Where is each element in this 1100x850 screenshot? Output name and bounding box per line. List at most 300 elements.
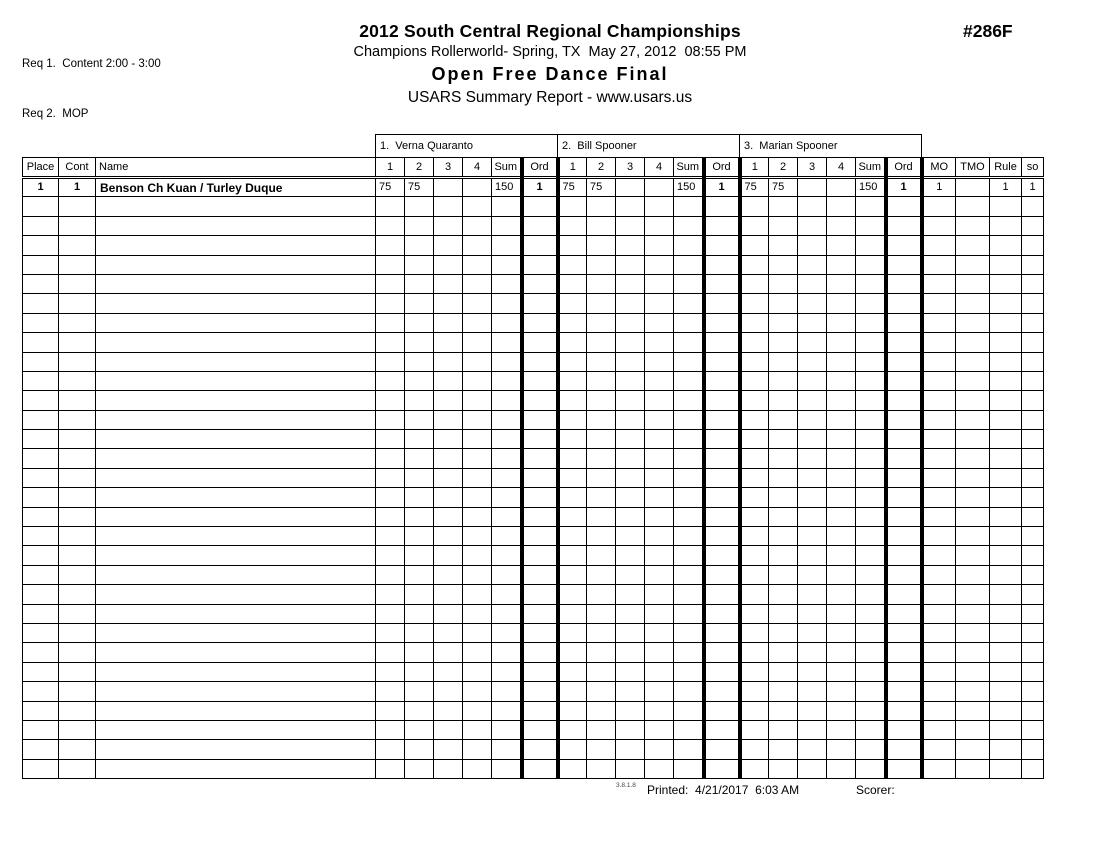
cell-empty	[1022, 720, 1044, 739]
cell-empty	[434, 759, 463, 778]
cell-empty	[376, 546, 405, 565]
cell-empty	[96, 410, 376, 429]
cell-empty	[704, 565, 740, 584]
cell-empty	[59, 371, 96, 390]
cell-empty	[463, 449, 492, 468]
cell-empty	[434, 527, 463, 546]
cell-empty	[492, 740, 522, 759]
cell-empty	[405, 604, 434, 623]
cell-empty	[740, 643, 769, 662]
cell-empty	[956, 294, 990, 313]
cell-empty	[827, 313, 856, 332]
cell-empty	[798, 449, 827, 468]
cell-empty	[740, 410, 769, 429]
cell-rule: 1	[990, 178, 1022, 197]
cell-empty	[769, 759, 798, 778]
cell-empty	[674, 585, 704, 604]
cell-empty	[434, 430, 463, 449]
cell-empty	[23, 546, 59, 565]
cell-empty	[59, 391, 96, 410]
cell-empty	[463, 197, 492, 216]
cell-empty	[522, 701, 558, 720]
cell-empty	[376, 410, 405, 429]
cell-empty	[405, 740, 434, 759]
cell-empty	[922, 740, 956, 759]
cell-name: Benson Ch Kuan / Turley Duque	[96, 178, 376, 197]
cell-empty	[856, 759, 886, 778]
cell-empty	[376, 197, 405, 216]
cell-empty	[674, 333, 704, 352]
cell-empty	[990, 352, 1022, 371]
cell-empty	[492, 507, 522, 526]
cell-empty	[740, 468, 769, 487]
cell-empty	[740, 430, 769, 449]
cell-empty	[463, 371, 492, 390]
cell-empty	[96, 507, 376, 526]
cell-empty	[59, 585, 96, 604]
cell-empty	[23, 565, 59, 584]
cell-empty	[405, 216, 434, 235]
cell-empty	[96, 236, 376, 255]
cell-empty	[922, 623, 956, 642]
cell-empty	[616, 565, 645, 584]
cell-empty	[434, 449, 463, 468]
cell-empty	[674, 527, 704, 546]
cell-empty	[587, 449, 616, 468]
cell-empty	[798, 682, 827, 701]
cell-empty	[463, 740, 492, 759]
cell-judge2-score1: 75	[558, 178, 587, 197]
cell-empty	[798, 255, 827, 274]
cell-empty	[23, 333, 59, 352]
cell-empty	[704, 682, 740, 701]
cell-empty	[1022, 352, 1044, 371]
cell-empty	[956, 488, 990, 507]
cell-empty	[886, 720, 922, 739]
cell-empty	[434, 643, 463, 662]
cell-empty	[827, 391, 856, 410]
cell-empty	[798, 274, 827, 293]
cell-empty	[886, 391, 922, 410]
cell-empty	[856, 410, 886, 429]
cell-empty	[96, 294, 376, 313]
venue-date-line: Champions Rollerworld- Spring, TX May 27, 2012 08:55 PM	[353, 44, 747, 60]
cell-empty	[922, 352, 956, 371]
cell-empty	[587, 488, 616, 507]
cell-empty	[798, 352, 827, 371]
cell-empty	[492, 623, 522, 642]
cell-empty	[922, 488, 956, 507]
cell-empty	[587, 371, 616, 390]
cell-judge2-score2: 75	[587, 178, 616, 197]
cell-empty	[827, 759, 856, 778]
cell-empty	[827, 546, 856, 565]
cell-empty	[587, 740, 616, 759]
cell-empty	[798, 236, 827, 255]
cell-empty	[463, 643, 492, 662]
cell-empty	[522, 236, 558, 255]
cell-empty	[522, 216, 558, 235]
cell-empty	[856, 333, 886, 352]
cell-empty	[856, 391, 886, 410]
cell-empty	[492, 682, 522, 701]
cell-empty	[886, 313, 922, 332]
cell-empty	[522, 740, 558, 759]
cell-empty	[740, 391, 769, 410]
cell-empty	[587, 255, 616, 274]
cell-empty	[522, 410, 558, 429]
cell-empty	[376, 740, 405, 759]
cell-judge2-score3	[616, 178, 645, 197]
cell-empty	[23, 255, 59, 274]
cell-empty	[59, 333, 96, 352]
cell-empty	[463, 216, 492, 235]
cell-empty	[1022, 274, 1044, 293]
cell-empty	[558, 468, 587, 487]
cell-empty	[376, 333, 405, 352]
cell-empty	[522, 565, 558, 584]
cell-empty	[827, 333, 856, 352]
cell-empty	[1022, 468, 1044, 487]
cell-empty	[886, 255, 922, 274]
cell-empty	[96, 333, 376, 352]
cell-empty	[798, 604, 827, 623]
cell-empty	[674, 565, 704, 584]
cell-empty	[798, 720, 827, 739]
cell-empty	[59, 468, 96, 487]
cell-empty	[704, 720, 740, 739]
cell-empty	[956, 565, 990, 584]
cell-empty	[956, 740, 990, 759]
col-header-judge1-sum: Sum	[492, 158, 522, 178]
cell-judge3-score2: 75	[769, 178, 798, 197]
cell-empty	[886, 197, 922, 216]
cell-empty	[587, 313, 616, 332]
cell-empty	[558, 352, 587, 371]
cell-empty	[376, 371, 405, 390]
cell-empty	[522, 352, 558, 371]
cell-empty	[704, 430, 740, 449]
cell-empty	[704, 333, 740, 352]
cell-empty	[405, 255, 434, 274]
cell-empty	[798, 662, 827, 681]
col-header-place: Place	[23, 158, 59, 178]
cell-empty	[558, 274, 587, 293]
cell-empty	[558, 759, 587, 778]
cell-empty	[827, 623, 856, 642]
cell-empty	[405, 701, 434, 720]
cell-empty	[956, 546, 990, 565]
cell-empty	[827, 430, 856, 449]
cell-empty	[769, 391, 798, 410]
cell-empty	[674, 371, 704, 390]
cell-empty	[59, 410, 96, 429]
cell-empty	[492, 294, 522, 313]
cell-empty	[886, 371, 922, 390]
cell-empty	[376, 507, 405, 526]
cell-empty	[769, 488, 798, 507]
summary-table	[22, 134, 1044, 779]
cell-empty	[23, 274, 59, 293]
cell-empty	[23, 294, 59, 313]
cell-empty	[405, 682, 434, 701]
cell-empty	[1022, 488, 1044, 507]
cell-empty	[463, 333, 492, 352]
cell-judge3-score4	[827, 178, 856, 197]
cell-empty	[990, 546, 1022, 565]
cell-empty	[856, 623, 886, 642]
cell-empty	[23, 197, 59, 216]
cell-empty	[990, 701, 1022, 720]
cell-empty	[434, 410, 463, 429]
cell-empty	[1022, 546, 1044, 565]
cell-empty	[645, 527, 674, 546]
cell-empty	[587, 662, 616, 681]
cell-empty	[522, 507, 558, 526]
cell-empty	[558, 410, 587, 429]
cell-empty	[59, 701, 96, 720]
cell-empty	[1022, 294, 1044, 313]
cell-empty	[674, 449, 704, 468]
col-header-tmo: TMO	[956, 158, 990, 178]
cell-empty	[1022, 313, 1044, 332]
cell-empty	[59, 623, 96, 642]
cell-empty	[558, 720, 587, 739]
col-header-mo: MO	[922, 158, 956, 178]
cell-empty	[827, 236, 856, 255]
cell-empty	[856, 682, 886, 701]
cell-empty	[492, 236, 522, 255]
judge-name-2: 2. Bill Spooner	[558, 135, 740, 158]
col-header-judge3-3: 3	[798, 158, 827, 178]
cell-empty	[587, 294, 616, 313]
cell-empty	[704, 527, 740, 546]
cell-empty	[674, 197, 704, 216]
cell-empty	[769, 430, 798, 449]
cell-empty	[798, 623, 827, 642]
cell-empty	[956, 197, 990, 216]
cell-empty	[645, 682, 674, 701]
cell-empty	[616, 430, 645, 449]
cell-empty	[990, 197, 1022, 216]
cell-empty	[492, 391, 522, 410]
cell-empty	[23, 468, 59, 487]
col-header-judge1-ord: Ord	[522, 158, 558, 178]
cell-empty	[405, 643, 434, 662]
cell-empty	[522, 449, 558, 468]
cell-empty	[59, 740, 96, 759]
cell-empty	[740, 313, 769, 332]
cell-empty	[405, 313, 434, 332]
cell-judge1-score2: 75	[405, 178, 434, 197]
cell-empty	[956, 274, 990, 293]
cell-empty	[434, 274, 463, 293]
cell-empty	[856, 352, 886, 371]
cell-empty	[405, 236, 434, 255]
judge-row-spacer-right	[922, 135, 1044, 158]
cell-empty	[405, 546, 434, 565]
cell-empty	[922, 468, 956, 487]
cell-empty	[434, 216, 463, 235]
cell-empty	[616, 313, 645, 332]
cell-empty	[798, 643, 827, 662]
cell-empty	[886, 236, 922, 255]
col-header-judge1-2: 2	[405, 158, 434, 178]
cell-empty	[886, 740, 922, 759]
cell-empty	[674, 682, 704, 701]
cell-empty	[376, 255, 405, 274]
cell-empty	[59, 643, 96, 662]
cell-empty	[886, 449, 922, 468]
cell-empty	[434, 585, 463, 604]
cell-empty	[956, 216, 990, 235]
cell-empty	[96, 430, 376, 449]
cell-empty	[59, 546, 96, 565]
cell-empty	[1022, 623, 1044, 642]
col-header-judge3-1: 1	[740, 158, 769, 178]
cell-empty	[23, 488, 59, 507]
cell-empty	[558, 294, 587, 313]
cell-empty	[856, 468, 886, 487]
cell-empty	[59, 313, 96, 332]
software-version: 3.8.1.8	[616, 782, 636, 789]
cell-empty	[827, 352, 856, 371]
cell-empty	[463, 720, 492, 739]
cell-empty	[616, 546, 645, 565]
cell-empty	[674, 216, 704, 235]
cell-empty	[769, 546, 798, 565]
cell-empty	[616, 623, 645, 642]
cell-empty	[922, 759, 956, 778]
cell-mo: 1	[922, 178, 956, 197]
col-header-judge3-4: 4	[827, 158, 856, 178]
cell-empty	[704, 701, 740, 720]
cell-empty	[434, 682, 463, 701]
cell-empty	[96, 274, 376, 293]
cell-empty	[616, 236, 645, 255]
cell-empty	[558, 546, 587, 565]
cell-empty	[23, 216, 59, 235]
cell-empty	[616, 274, 645, 293]
cell-empty	[798, 740, 827, 759]
cell-judge3-sum: 150	[856, 178, 886, 197]
cell-empty	[23, 449, 59, 468]
cell-empty	[558, 488, 587, 507]
cell-empty	[645, 255, 674, 274]
cell-judge3-ord: 1	[886, 178, 922, 197]
cell-empty	[674, 507, 704, 526]
cell-cont: 1	[59, 178, 96, 197]
cell-empty	[956, 759, 990, 778]
cell-empty	[558, 255, 587, 274]
cell-empty	[922, 255, 956, 274]
cell-empty	[827, 197, 856, 216]
cell-empty	[990, 313, 1022, 332]
cell-empty	[558, 623, 587, 642]
cell-empty	[990, 488, 1022, 507]
cell-empty	[740, 274, 769, 293]
cell-empty	[922, 449, 956, 468]
cell-empty	[96, 255, 376, 274]
cell-empty	[376, 720, 405, 739]
cell-empty	[827, 604, 856, 623]
cell-empty	[1022, 410, 1044, 429]
event-name: Open Free Dance Final	[431, 64, 669, 84]
cell-empty	[587, 527, 616, 546]
cell-empty	[990, 294, 1022, 313]
cell-empty	[1022, 430, 1044, 449]
cell-empty	[616, 255, 645, 274]
cell-empty	[522, 643, 558, 662]
col-header-cont: Cont	[59, 158, 96, 178]
cell-empty	[704, 274, 740, 293]
cell-empty	[376, 585, 405, 604]
cell-empty	[886, 565, 922, 584]
col-header-judge1-3: 3	[434, 158, 463, 178]
cell-empty	[856, 216, 886, 235]
cell-empty	[956, 623, 990, 642]
cell-empty	[704, 391, 740, 410]
cell-empty	[558, 604, 587, 623]
cell-empty	[956, 430, 990, 449]
cell-empty	[405, 488, 434, 507]
cell-empty	[59, 682, 96, 701]
cell-empty	[704, 449, 740, 468]
cell-empty	[704, 662, 740, 681]
cell-empty	[740, 371, 769, 390]
cell-empty	[922, 294, 956, 313]
cell-empty	[587, 352, 616, 371]
cell-empty	[376, 313, 405, 332]
cell-empty	[587, 391, 616, 410]
cell-empty	[827, 294, 856, 313]
cell-empty	[376, 527, 405, 546]
cell-empty	[856, 449, 886, 468]
report-footer	[0, 781, 1100, 801]
cell-empty	[1022, 216, 1044, 235]
cell-judge1-score3	[434, 178, 463, 197]
judge-name-3: 3. Marian Spooner	[740, 135, 922, 158]
cell-empty	[956, 352, 990, 371]
cell-empty	[616, 391, 645, 410]
judge-name-1: 1. Verna Quaranto	[376, 135, 558, 158]
cell-empty	[96, 488, 376, 507]
cell-empty	[827, 507, 856, 526]
cell-empty	[740, 333, 769, 352]
cell-empty	[645, 662, 674, 681]
cell-empty	[522, 662, 558, 681]
cell-empty	[645, 759, 674, 778]
cell-empty	[587, 507, 616, 526]
cell-empty	[616, 740, 645, 759]
cell-empty	[23, 740, 59, 759]
cell-empty	[587, 274, 616, 293]
cell-empty	[886, 430, 922, 449]
cell-empty	[96, 527, 376, 546]
col-header-judge1-1: 1	[376, 158, 405, 178]
cell-empty	[492, 410, 522, 429]
cell-empty	[405, 662, 434, 681]
cell-empty	[23, 527, 59, 546]
cell-empty	[405, 585, 434, 604]
cell-empty	[956, 701, 990, 720]
cell-empty	[522, 604, 558, 623]
cell-empty	[827, 371, 856, 390]
cell-empty	[558, 236, 587, 255]
cell-empty	[558, 197, 587, 216]
cell-empty	[376, 662, 405, 681]
cell-empty	[674, 255, 704, 274]
